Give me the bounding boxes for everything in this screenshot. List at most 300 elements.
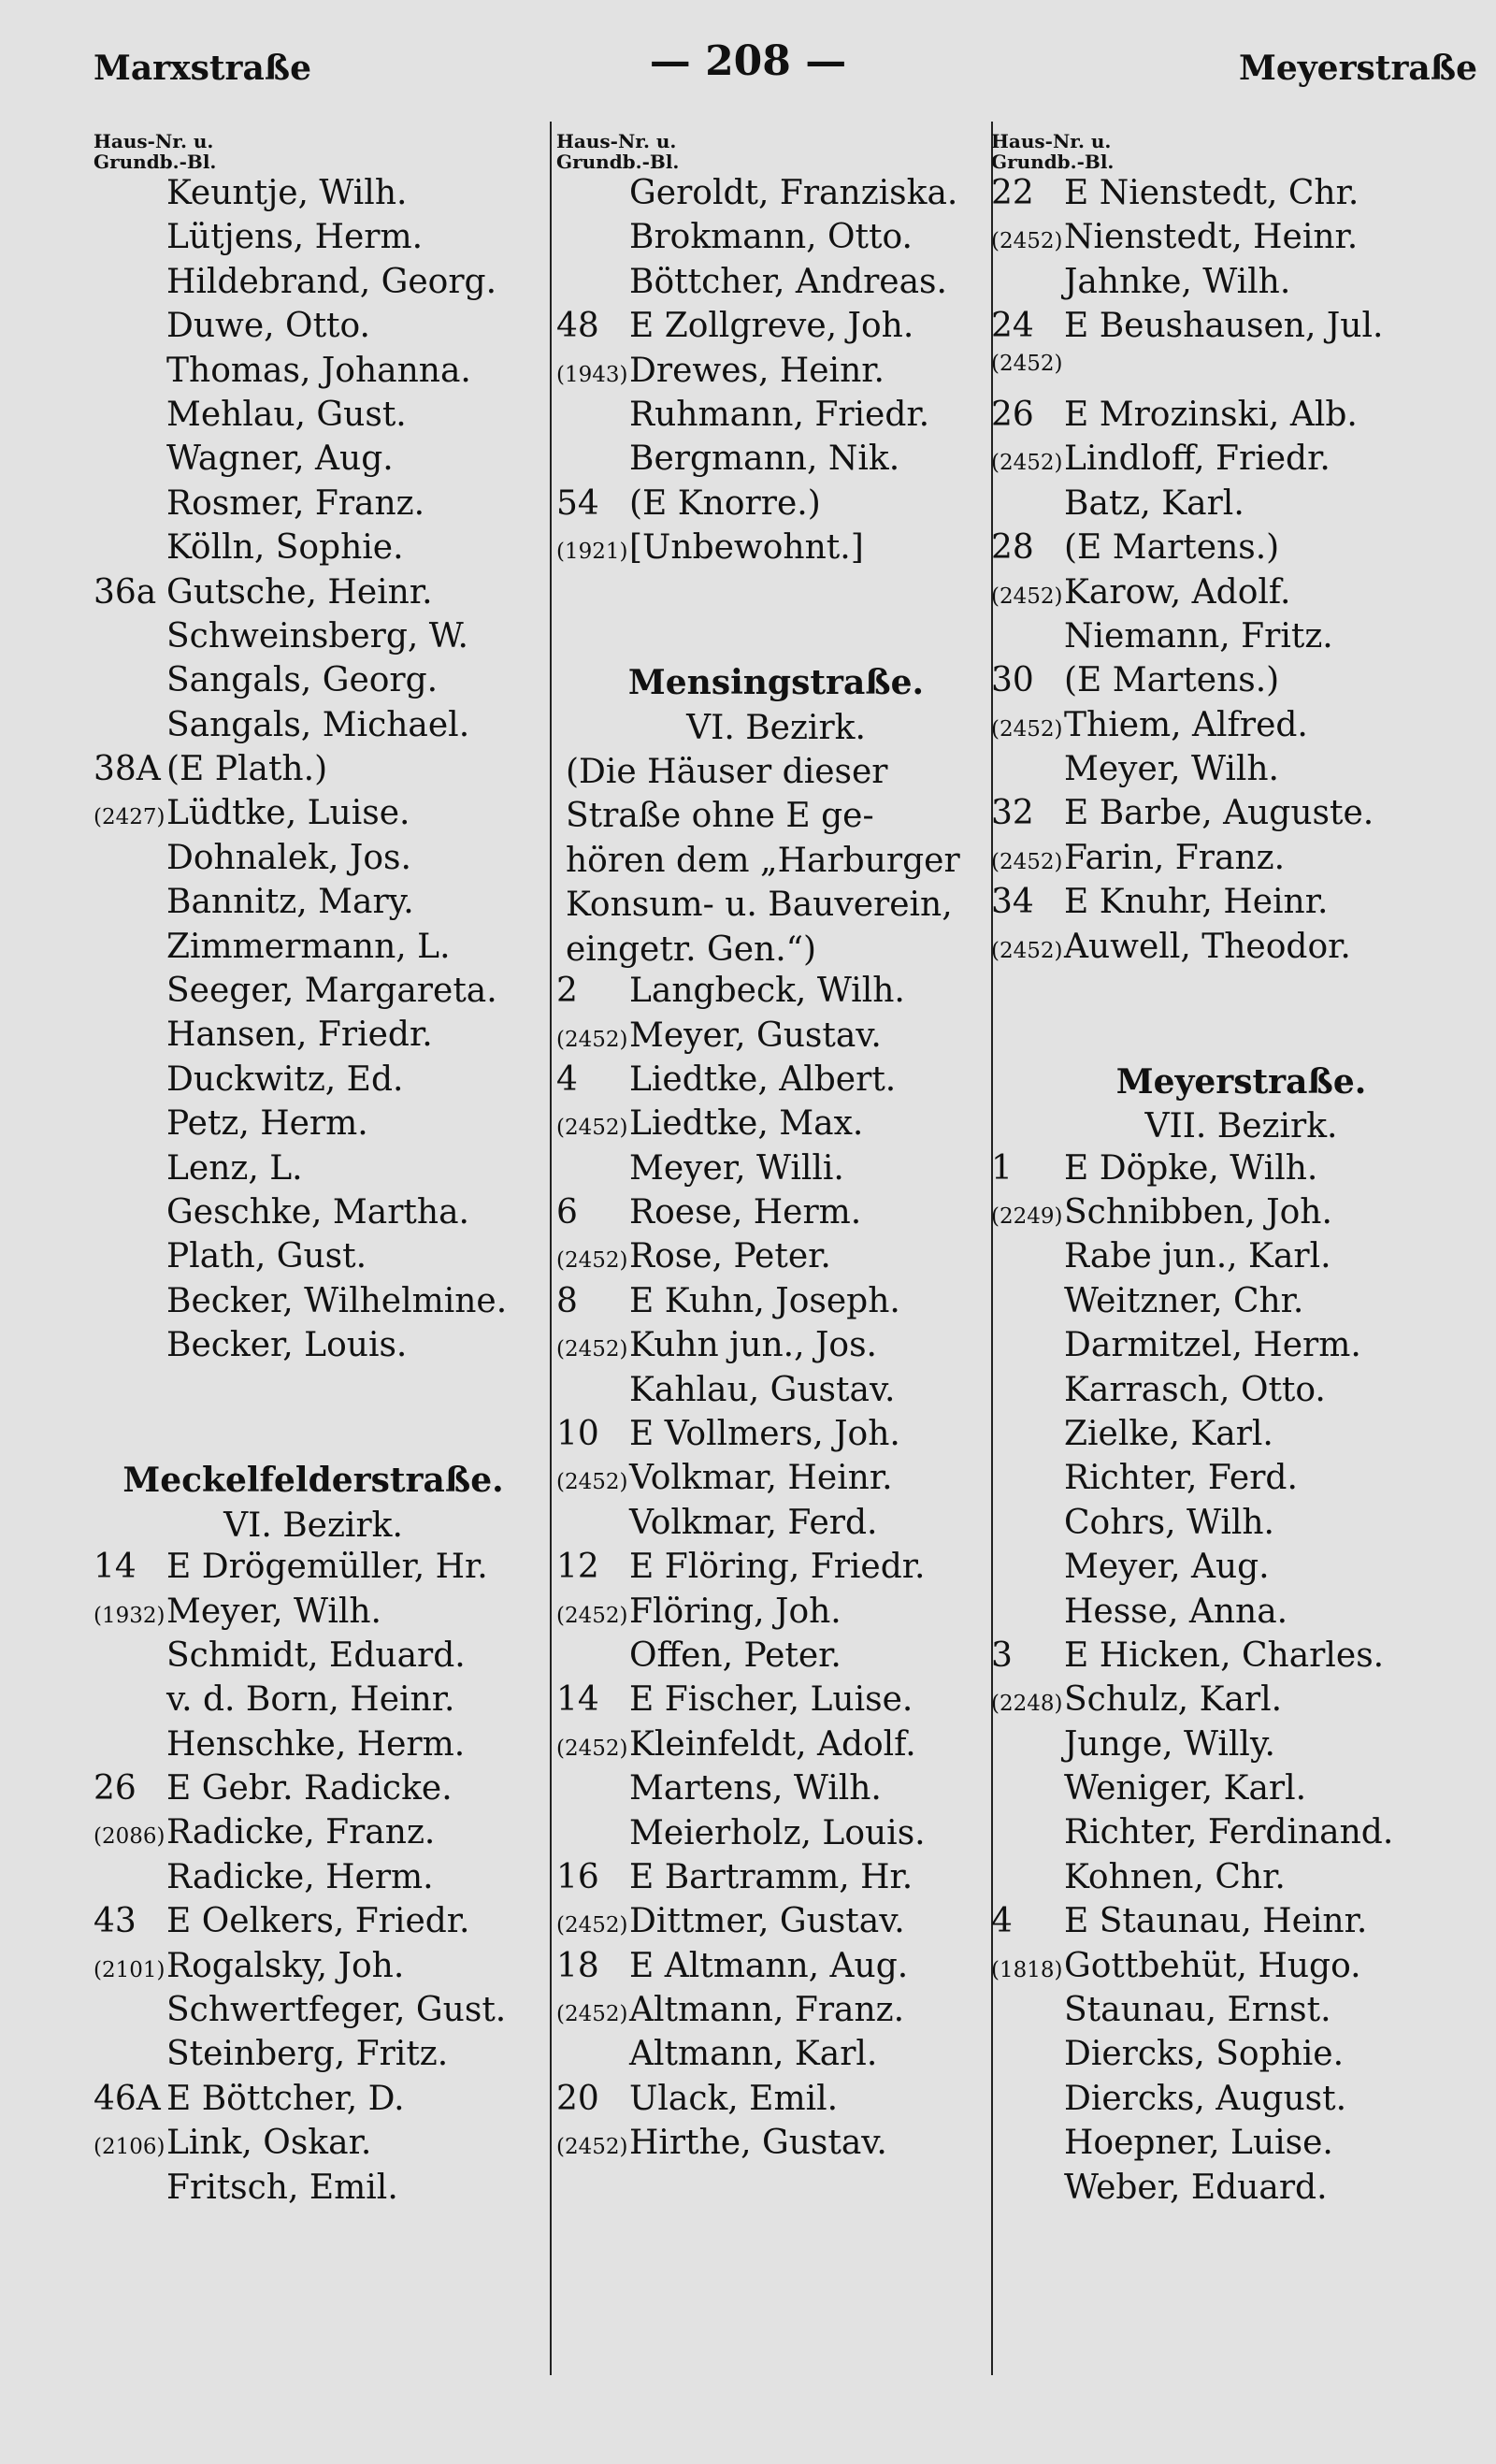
resident-name: Lüdtke, Luise. xyxy=(166,794,410,833)
street-title: Mensingstraße. xyxy=(627,663,925,703)
listing-row xyxy=(94,484,533,528)
listing-row xyxy=(94,661,533,705)
listing-row xyxy=(991,883,1491,927)
house-number: (2452) xyxy=(556,2135,628,2160)
listing-row xyxy=(94,439,533,483)
house-number: (1818) xyxy=(991,1957,1063,1982)
resident-name: Schmidt, Eduard. xyxy=(166,1635,466,1675)
listing-row xyxy=(991,750,1491,794)
house-number: (2452) xyxy=(556,1470,628,1495)
resident-name: Becker, Wilhelmine. xyxy=(166,1281,508,1320)
listing-row xyxy=(94,1858,533,1902)
house-number: (2452) xyxy=(556,1248,628,1274)
resident-name: Darmitzel, Herm. xyxy=(1064,1326,1361,1365)
house-number: (2086) xyxy=(94,1824,165,1850)
house-number: (1921) xyxy=(556,540,628,565)
listing-row xyxy=(556,1149,996,1193)
listing-row xyxy=(556,2124,996,2168)
listing-row xyxy=(991,1680,1491,1724)
resident-name: Staunau, Ernst. xyxy=(1064,1991,1331,2030)
column-header: Haus-Nr. u. Grundb.-Bl. xyxy=(991,130,1115,173)
listing-row xyxy=(991,1415,1491,1459)
house-number: 1 xyxy=(991,1148,1013,1188)
page-number: — 208 — xyxy=(649,37,847,85)
resident-name: Drewes, Heinr. xyxy=(629,351,885,390)
resident-name: Lenz, L. xyxy=(166,1148,303,1188)
listing-row xyxy=(94,2035,533,2079)
running-head-left: Marxstraße xyxy=(94,49,312,88)
listing-row xyxy=(991,1459,1491,1503)
house-number: 6 xyxy=(556,1193,578,1232)
listing-row xyxy=(94,396,533,439)
listing-row xyxy=(94,928,533,972)
resident-name: Hesse, Anna. xyxy=(1064,1592,1288,1631)
house-number: (2452) xyxy=(556,1027,628,1052)
listing-row xyxy=(94,2124,533,2168)
listing-row xyxy=(556,2080,996,2124)
resident-name: E Altmann, Aug. xyxy=(629,1946,909,1985)
listing-row xyxy=(991,573,1491,617)
listing-row xyxy=(556,439,996,483)
listing-row xyxy=(94,352,533,396)
resident-name: E Barbe, Auguste. xyxy=(1064,794,1374,833)
resident-name: Geschke, Martha. xyxy=(166,1192,469,1232)
listing-row xyxy=(556,1104,996,1148)
listing-row xyxy=(556,1548,996,1592)
house-number: 10 xyxy=(556,1415,599,1454)
district-label: VII. Bezirk. xyxy=(1144,1107,1338,1146)
listing-row xyxy=(991,307,1491,351)
house-number: (2452) xyxy=(556,1337,628,1362)
resident-name: Niemann, Fritz. xyxy=(1064,616,1333,656)
house-number: 26 xyxy=(94,1769,137,1808)
listing-row xyxy=(991,528,1491,572)
house-number: (2452) xyxy=(991,351,1063,376)
listing-row xyxy=(556,972,996,1016)
resident-name: Rose, Peter. xyxy=(629,1237,831,1276)
listing-row xyxy=(556,1680,996,1724)
resident-name: E Nienstedt, Chr. xyxy=(1064,174,1359,212)
listing-row xyxy=(94,2169,533,2212)
resident-name: Keuntje, Wilh. xyxy=(166,174,408,212)
resident-name: Hirthe, Gustav. xyxy=(629,2124,887,2163)
listing-row xyxy=(991,263,1491,307)
resident-name: Batz, Karl. xyxy=(1064,483,1244,523)
street-title: Meckelfelderstraße. xyxy=(122,1461,504,1501)
resident-name: Meyer, Aug. xyxy=(1064,1548,1270,1587)
listing-row xyxy=(556,1858,996,1902)
resident-name: E Kuhn, Joseph. xyxy=(629,1281,900,1320)
resident-name: Plath, Gust. xyxy=(166,1237,367,1276)
resident-name: Zimmermann, L. xyxy=(166,927,451,966)
resident-name: E Flöring, Friedr. xyxy=(629,1548,926,1587)
listing-row xyxy=(94,1636,533,1680)
listing-row xyxy=(94,1282,533,1326)
listing-row xyxy=(991,1947,1491,1991)
listing-row xyxy=(94,972,533,1016)
house-number: (2452) xyxy=(556,1913,628,1938)
resident-name: E Beushausen, Jul. xyxy=(1064,307,1384,346)
resident-name: E Drögemüller, Hr. xyxy=(166,1548,488,1587)
resident-name: E Hicken, Charles. xyxy=(1064,1635,1385,1675)
listing-row xyxy=(94,839,533,883)
column-header: Haus-Nr. u. Grundb.-Bl. xyxy=(94,130,217,173)
resident-name: E Knuhr, Heinr. xyxy=(1064,883,1329,922)
listing-row xyxy=(991,174,1491,218)
house-number: 26 xyxy=(991,395,1034,434)
house-number: 24 xyxy=(991,307,1034,346)
listing-row xyxy=(991,439,1491,483)
column-3 xyxy=(991,131,1491,2212)
resident-name: Auwell, Theodor. xyxy=(1064,927,1351,966)
listing-row xyxy=(991,1813,1491,1857)
listing-row xyxy=(556,1725,996,1769)
resident-name: Henschke, Herm. xyxy=(166,1724,466,1764)
resident-name: Hansen, Friedr. xyxy=(166,1016,433,1055)
listing-row xyxy=(94,1149,533,1193)
listing-row xyxy=(556,1237,996,1281)
resident-name: Volkmar, Ferd. xyxy=(629,1503,878,1542)
listing-row xyxy=(94,750,533,794)
resident-name: E Zollgreve, Joh. xyxy=(629,307,914,346)
resident-name: Schnibben, Joh. xyxy=(1064,1192,1332,1232)
listing-row xyxy=(991,1858,1491,1902)
district-label: VI. Bezirk. xyxy=(686,708,866,747)
house-number: 3 xyxy=(991,1635,1013,1675)
listing-row xyxy=(991,1237,1491,1281)
house-number: 18 xyxy=(556,1946,599,1985)
resident-name: E Oelkers, Friedr. xyxy=(166,1902,470,1941)
listing-row xyxy=(94,794,533,838)
resident-name: Petz, Herm. xyxy=(166,1104,368,1144)
house-number: 20 xyxy=(556,2079,599,2118)
column-2 xyxy=(556,131,996,2169)
resident-name: Richter, Ferdinand. xyxy=(1064,1813,1394,1852)
resident-name: Thiem, Alfred. xyxy=(1064,705,1308,744)
listing-row xyxy=(991,1193,1491,1237)
house-number: (2452) xyxy=(991,849,1063,874)
house-number: (1932) xyxy=(94,1603,165,1628)
listing-row xyxy=(94,1016,533,1059)
resident-name: Duwe, Otto. xyxy=(166,307,370,346)
street-title: Meyerstraße. xyxy=(1115,1061,1367,1102)
house-number: (2452) xyxy=(991,716,1063,742)
listing-row xyxy=(94,307,533,351)
house-number: 4 xyxy=(556,1059,578,1099)
resident-name: Ulack, Emil. xyxy=(629,2079,839,2118)
resident-name: Karow, Adolf. xyxy=(1064,572,1291,612)
resident-name: Zielke, Karl. xyxy=(1064,1414,1273,1453)
listing-row xyxy=(991,1548,1491,1592)
listing-row xyxy=(94,1680,533,1724)
resident-name: Mehlau, Gust. xyxy=(166,395,407,434)
resident-name: Hoepner, Luise. xyxy=(1064,2124,1333,2163)
house-number: 30 xyxy=(991,661,1034,700)
resident-name: Diercks, Sophie. xyxy=(1064,2035,1345,2074)
listing-row xyxy=(556,1282,996,1326)
street-note: (Die Häuser dieser Straße ohne E ge- hören dem „Harburger Konsum- u. Bauverein, eingetr. Gen.“) xyxy=(566,753,960,969)
resident-name: Böttcher, Andreas. xyxy=(629,262,947,301)
listing-row xyxy=(556,307,996,351)
resident-name: Rosmer, Franz. xyxy=(166,483,425,523)
resident-name: E Mrozinski, Alb. xyxy=(1064,395,1358,434)
listing-row xyxy=(991,928,1491,972)
resident-name: Meyer, Gustav. xyxy=(629,1016,882,1055)
listing-row xyxy=(991,1504,1491,1548)
house-number: (2452) xyxy=(556,1603,628,1628)
resident-name: [Unbewohnt.] xyxy=(629,528,864,568)
listing-row xyxy=(991,1592,1491,1636)
listing-row xyxy=(991,2080,1491,2124)
resident-name: Seeger, Margareta. xyxy=(166,972,497,1011)
listing-row xyxy=(94,1104,533,1148)
resident-name: Wagner, Aug. xyxy=(166,439,394,479)
listing-row xyxy=(991,484,1491,528)
listing-row xyxy=(991,706,1491,750)
listing-row xyxy=(94,1813,533,1857)
listing-row xyxy=(556,1814,996,1858)
resident-name: (E Martens.) xyxy=(1064,528,1280,568)
resident-name: Farin, Franz. xyxy=(1064,838,1286,877)
listing-row xyxy=(556,1060,996,1104)
resident-name: Sangals, Georg. xyxy=(166,661,439,700)
resident-name: Gottbehüt, Hugo. xyxy=(1064,1946,1361,1985)
resident-name: Junge, Willy. xyxy=(1064,1724,1275,1764)
listing-row xyxy=(556,396,996,439)
listing-row xyxy=(991,352,1491,396)
resident-name: Brokmann, Otto. xyxy=(629,218,913,257)
listing-row xyxy=(94,1725,533,1769)
listing-row xyxy=(556,174,996,218)
listing-row xyxy=(94,1237,533,1281)
house-number: (2427) xyxy=(94,805,165,830)
resident-name: Link, Oskar. xyxy=(166,2124,372,2163)
resident-name: Radicke, Herm. xyxy=(166,1857,434,1896)
listing-row xyxy=(556,484,996,528)
house-number: (2452) xyxy=(991,229,1063,254)
resident-name: E Bartramm, Hr. xyxy=(629,1857,913,1896)
listing-row xyxy=(556,1193,996,1237)
resident-name: Liedtke, Albert. xyxy=(629,1059,897,1099)
listing-row xyxy=(991,617,1491,661)
resident-name: Rogalsky, Joh. xyxy=(166,1946,405,1985)
resident-name: Bannitz, Mary. xyxy=(166,883,414,922)
district-label: VI. Bezirk. xyxy=(223,1506,403,1545)
resident-name: Fritsch, Emil. xyxy=(166,2168,398,2207)
resident-name: Weber, Eduard. xyxy=(1064,2168,1328,2207)
listing-row xyxy=(556,1636,996,1680)
resident-name: Meyer, Wilh. xyxy=(166,1592,381,1631)
resident-name: E Fischer, Luise. xyxy=(629,1680,913,1720)
house-number: (2452) xyxy=(991,584,1063,609)
resident-name: Kölln, Sophie. xyxy=(166,528,404,568)
listing-row xyxy=(94,706,533,750)
resident-name: Meyer, Wilh. xyxy=(1064,750,1279,789)
column-divider xyxy=(550,122,552,2375)
listing-row xyxy=(991,2124,1491,2168)
resident-name: Altmann, Karl. xyxy=(629,2035,878,2074)
column-header: Haus-Nr. u. Grundb.-Bl. xyxy=(556,130,680,173)
resident-name: Geroldt, Franziska. xyxy=(629,174,958,212)
house-number: (2452) xyxy=(991,938,1063,963)
listing-row xyxy=(94,1326,533,1370)
resident-name: Bergmann, Nik. xyxy=(629,439,900,479)
listing-row xyxy=(991,794,1491,838)
resident-name: E Staunau, Heinr. xyxy=(1064,1902,1368,1941)
house-number: 4 xyxy=(991,1902,1013,1941)
house-number: 36a xyxy=(94,572,157,612)
resident-name: Rabe jun., Karl. xyxy=(1064,1237,1331,1276)
listing-row xyxy=(94,174,533,218)
listing-row xyxy=(94,1592,533,1636)
resident-name: Kohnen, Chr. xyxy=(1064,1857,1286,1896)
house-number: (2452) xyxy=(556,1116,628,1141)
listing-row xyxy=(94,2080,533,2124)
listing-row xyxy=(556,1947,996,1991)
listing-row xyxy=(991,839,1491,883)
resident-name: Lindloff, Friedr. xyxy=(1064,439,1331,479)
listing-row xyxy=(556,1592,996,1636)
house-number: 14 xyxy=(94,1548,137,1587)
listing-row xyxy=(94,1193,533,1237)
listing-row xyxy=(94,883,533,927)
resident-name: Langbeck, Wilh. xyxy=(629,972,905,1011)
listing-row xyxy=(556,1902,996,1946)
listing-row xyxy=(94,1902,533,1946)
resident-name: Kleinfeldt, Adolf. xyxy=(629,1724,916,1764)
resident-name: Weitzner, Chr. xyxy=(1064,1281,1304,1320)
listing-row xyxy=(991,396,1491,439)
listing-row xyxy=(94,263,533,307)
house-number: 34 xyxy=(991,883,1034,922)
resident-name: Schweinsberg, W. xyxy=(166,616,468,656)
listing-row xyxy=(556,1371,996,1415)
house-number: 16 xyxy=(556,1857,599,1896)
listing-row xyxy=(556,1459,996,1503)
listing-row xyxy=(991,1991,1491,2035)
house-number: 28 xyxy=(991,528,1034,568)
listing-row xyxy=(991,1326,1491,1370)
resident-name: Diercks, August. xyxy=(1064,2079,1347,2118)
resident-name: Liedtke, Max. xyxy=(629,1104,864,1144)
resident-name: Kahlau, Gustav. xyxy=(629,1370,896,1409)
resident-name: Thomas, Johanna. xyxy=(166,351,471,390)
resident-name: Steinberg, Fritz. xyxy=(166,2035,449,2074)
resident-name: Dittmer, Gustav. xyxy=(629,1902,905,1941)
running-head-right: Meyerstraße xyxy=(1239,49,1477,88)
resident-name: Offen, Peter. xyxy=(629,1635,842,1675)
resident-name: Altmann, Franz. xyxy=(629,1991,905,2030)
resident-name: E Gebr. Radicke. xyxy=(166,1769,453,1808)
house-number: 22 xyxy=(991,174,1034,212)
listing-row xyxy=(94,617,533,661)
house-number: 46A xyxy=(94,2079,161,2118)
resident-name: Cohrs, Wilh. xyxy=(1064,1503,1274,1542)
resident-name: Radicke, Franz. xyxy=(166,1813,436,1852)
house-number: 43 xyxy=(94,1902,137,1941)
resident-name: E Böttcher, D. xyxy=(166,2079,405,2118)
resident-name: Meyer, Willi. xyxy=(629,1148,844,1188)
listing-row xyxy=(556,218,996,262)
house-number: 8 xyxy=(556,1281,578,1320)
resident-name: Nienstedt, Heinr. xyxy=(1064,218,1359,257)
house-number: 12 xyxy=(556,1548,599,1587)
listing-row xyxy=(991,1769,1491,1813)
house-number: (1943) xyxy=(556,362,628,387)
listing-row xyxy=(991,1636,1491,1680)
resident-name: Duckwitz, Ed. xyxy=(166,1059,404,1099)
resident-name: Roese, Herm. xyxy=(629,1193,862,1232)
resident-name: Sangals, Michael. xyxy=(166,705,470,744)
resident-name: (E Plath.) xyxy=(166,750,328,789)
listing-row xyxy=(991,1149,1491,1193)
resident-name: E Vollmers, Joh. xyxy=(629,1415,900,1454)
house-number: 14 xyxy=(556,1680,599,1720)
resident-name: Ruhmann, Friedr. xyxy=(629,395,930,434)
house-number: (2452) xyxy=(991,451,1063,476)
listing-row xyxy=(94,1947,533,1991)
listing-row xyxy=(991,2035,1491,2079)
resident-name: Becker, Louis. xyxy=(166,1326,408,1365)
house-number: 54 xyxy=(556,483,599,523)
resident-name: v. d. Born, Heinr. xyxy=(166,1680,455,1720)
listing-row xyxy=(94,1769,533,1813)
house-number: (2106) xyxy=(94,2135,165,2160)
house-number: (2452) xyxy=(556,1736,628,1761)
listing-row xyxy=(556,1415,996,1459)
house-number: (2248) xyxy=(991,1692,1063,1717)
listing-row xyxy=(94,1060,533,1104)
resident-name: Lütjens, Herm. xyxy=(166,218,424,257)
listing-row xyxy=(991,218,1491,262)
resident-name: Schulz, Karl. xyxy=(1064,1680,1283,1720)
resident-name: Volkmar, Heinr. xyxy=(629,1459,893,1498)
house-number: 2 xyxy=(556,972,578,1011)
resident-name: Karrasch, Otto. xyxy=(1064,1370,1326,1409)
resident-name: Hildebrand, Georg. xyxy=(166,262,497,301)
resident-name: Dohnalek, Jos. xyxy=(166,838,411,877)
listing-row xyxy=(94,218,533,262)
listing-row xyxy=(991,1725,1491,1769)
house-number: 38A xyxy=(94,750,161,789)
listing-row xyxy=(94,1991,533,2035)
resident-name: (E Knorre.) xyxy=(629,483,821,523)
listing-row xyxy=(94,1548,533,1592)
listing-row xyxy=(556,1504,996,1548)
resident-name: Gutsche, Heinr. xyxy=(166,572,433,612)
resident-name: Richter, Ferd. xyxy=(1064,1459,1298,1498)
listing-row xyxy=(556,528,996,572)
resident-name: (E Martens.) xyxy=(1064,661,1280,700)
resident-name: Martens, Wilh. xyxy=(629,1769,882,1808)
resident-name: Meierholz, Louis. xyxy=(629,1813,926,1852)
house-number: 48 xyxy=(556,307,599,346)
house-number: (2101) xyxy=(94,1957,165,1982)
house-number: (2452) xyxy=(556,2002,628,2027)
listing-row xyxy=(991,2169,1491,2212)
resident-name: Flöring, Joh. xyxy=(629,1592,842,1631)
resident-name: E Döpke, Wilh. xyxy=(1064,1148,1318,1188)
listing-row xyxy=(991,1371,1491,1415)
listing-row xyxy=(94,573,533,617)
listing-row xyxy=(556,1769,996,1813)
resident-name: Kuhn jun., Jos. xyxy=(629,1326,877,1365)
listing-row xyxy=(556,2035,996,2079)
listing-row xyxy=(556,263,996,307)
listing-row xyxy=(556,1326,996,1370)
column-1 xyxy=(94,131,533,2212)
listing-row xyxy=(556,1016,996,1060)
